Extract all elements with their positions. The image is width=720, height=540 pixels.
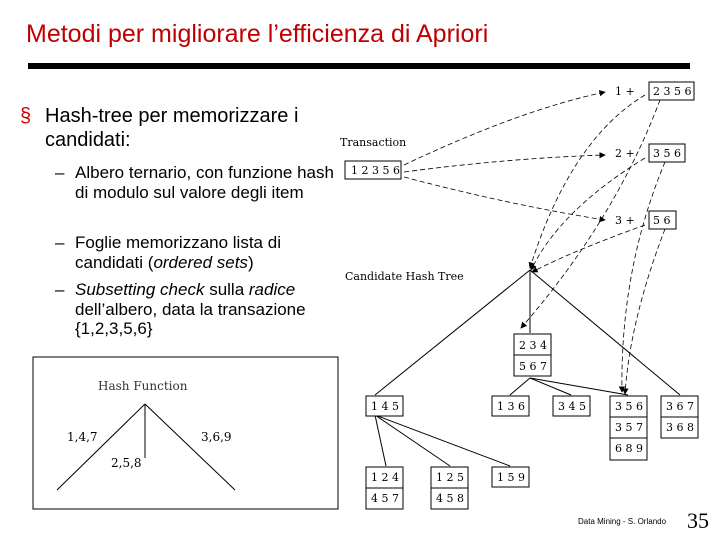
transaction-label: Transaction [340,136,407,149]
split-rest-2: 3 5 6 [653,147,681,160]
slide-title: Metodi per migliorare l’efficienza di Apriori [26,20,489,48]
hash-function-title: Hash Function [98,379,188,393]
hash-right-values: 3,6,9 [201,430,232,444]
split-prefix-2: 2 + [615,147,635,160]
leaf-itemset: 1 3 6 [497,400,525,413]
leaf-itemset: 6 8 9 [615,442,643,455]
internal-node-itemset: 5 6 7 [519,360,547,373]
sub-point-dash: – [55,163,65,182]
hash-branch-right [145,404,235,490]
sub-point-text: Albero ternario, con funzione hash di modulo sul valore degli item [75,163,334,202]
leaf-itemset: 1 5 9 [497,471,525,484]
sub-point-dash: – [55,233,65,252]
arrow-split-3-to-right [625,229,665,394]
leaf-itemset: 1 2 5 [436,471,464,484]
leaf-itemset: 3 4 5 [558,400,586,413]
leaf-itemset: 4 5 7 [371,492,399,505]
hash-branch-left [57,404,145,490]
bullet-marker: § [20,105,32,127]
arrow-transaction-to-split-2 [404,155,605,172]
hash-middle-values: 2,5,8 [111,456,142,470]
leaf-itemset: 3 5 6 [615,400,643,413]
tree-edge [375,415,386,466]
leaf-itemset: 4 5 8 [436,492,464,505]
arrow-split-1-to-middle [521,100,660,328]
split-prefix-1: 1 + [615,85,635,98]
tree-edge [510,378,530,395]
split-prefix-3: 3 + [615,214,635,227]
leaf-itemset: 1 2 4 [371,471,399,484]
arrow-split-1-to-root [530,95,645,268]
internal-node-itemset: 2 3 4 [519,339,547,352]
leaf-itemset: 1 4 5 [371,400,399,413]
tree-edge [530,378,571,395]
arrow-split-2-to-right [622,162,665,392]
tree-edge [375,270,530,395]
leaf-itemset: 3 6 8 [666,421,694,434]
main-point: Hash-tree per memorizzare i candidati: [45,105,299,151]
tree-edge [530,378,628,395]
arrow-transaction-to-split-3 [404,177,605,220]
tree-edge [375,415,450,466]
tree-edge [375,415,510,466]
sub-point-text: Foglie memorizzano lista di candidati (ordered sets) [75,233,281,272]
footer-text: Data Mining - S. Orlando [578,517,667,526]
split-rest-1: 2 3 5 6 [653,85,692,98]
hash-left-values: 1,4,7 [67,430,98,444]
page-number: 35 [687,508,709,533]
split-rest-3: 5 6 [653,214,671,227]
arrow-transaction-to-split-1 [404,92,605,165]
arrow-split-3-to-root [532,225,645,272]
tree-edge [530,270,680,395]
sub-point-dash: – [55,280,65,299]
transaction-value: 1 2 3 5 6 [351,164,400,177]
leaf-itemset: 3 5 7 [615,421,643,434]
sub-point-text: Subsetting check sulla radice dell’albero, data la transazione {1,2,3,5,6} [75,280,306,338]
leaf-itemset: 3 6 7 [666,400,694,413]
candidate-tree-label: Candidate Hash Tree [345,270,464,283]
